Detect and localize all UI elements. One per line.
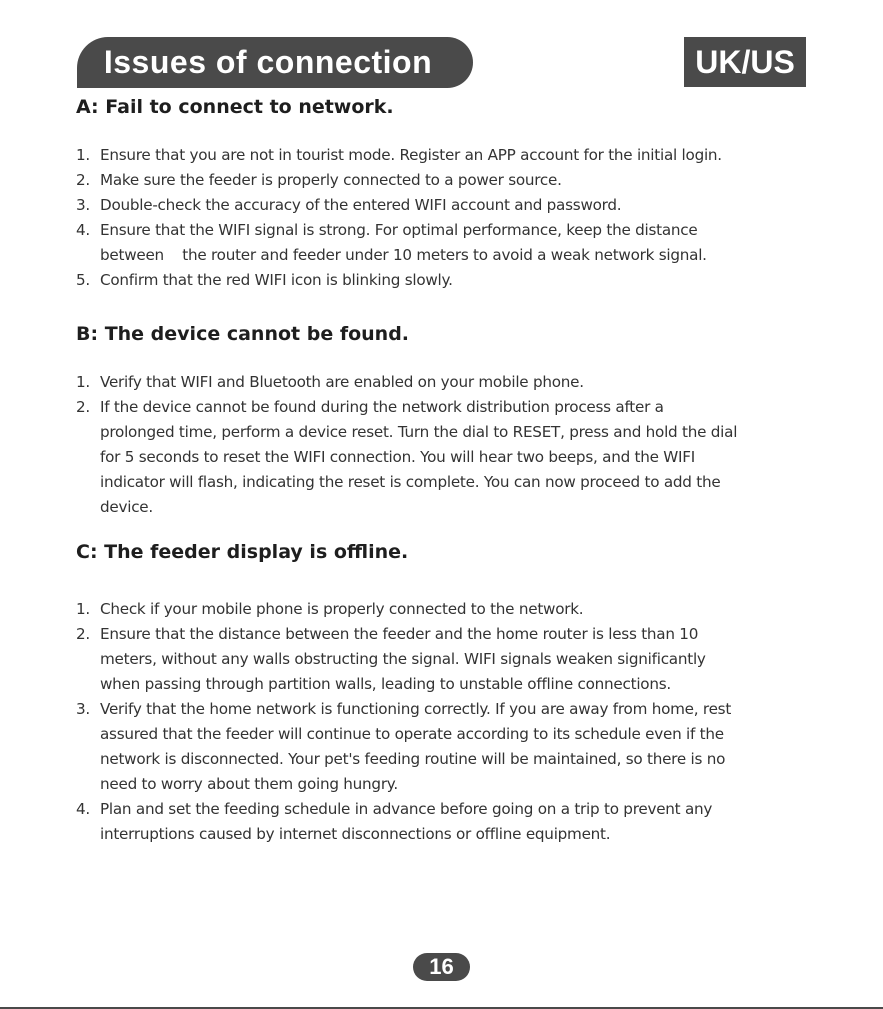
item-text: Confirm that the red WIFI icon is blinking slowly. [100, 271, 453, 289]
list-item [76, 597, 806, 622]
page-number-badge: 16 [413, 953, 470, 981]
section-a-list [76, 143, 806, 293]
list-item [76, 797, 806, 847]
item-text: assured that the feeder will continue to operate according to its schedule even if the [100, 725, 724, 743]
item-text: between the router and feeder under 10 meters to avoid a weak network signal. [100, 246, 707, 264]
item-number: 5. [76, 271, 90, 289]
item-number: 4. [76, 221, 90, 239]
section-heading-a: A: Fail to connect to network. [76, 96, 394, 118]
item-text: need to worry about them going hungry. [100, 775, 398, 793]
list-item [76, 168, 806, 193]
item-number: 2. [76, 171, 90, 189]
item-text: If the device cannot be found during the network distribution process after a [100, 398, 664, 416]
list-item [76, 218, 806, 268]
list-item [76, 268, 806, 293]
item-text: Plan and set the feeding schedule in advance before going on a trip to prevent any [100, 800, 713, 818]
item-text: interruptions caused by internet disconnections or offline equipment. [100, 825, 611, 843]
item-text: Verify that the home network is functioning correctly. If you are away from home, rest [100, 700, 732, 718]
item-text: prolonged time, perform a device reset. Turn the dial to RESET, press and hold the dial [100, 423, 738, 441]
item-text: Ensure that the WIFI signal is strong. For optimal performance, keep the distance [100, 221, 698, 239]
list-item [76, 395, 806, 520]
item-text: when passing through partition walls, leading to unstable offline connections. [100, 675, 671, 693]
list-item [76, 370, 806, 395]
list-item [76, 143, 806, 168]
region-badge: UK/US [684, 37, 806, 87]
list-item [76, 622, 806, 697]
item-text: Make sure the feeder is properly connected to a power source. [100, 171, 562, 189]
item-number: 3. [76, 700, 90, 718]
item-number: 2. [76, 625, 90, 643]
item-number: 1. [76, 600, 90, 618]
list-item [76, 193, 806, 218]
item-text: device. [100, 498, 153, 516]
item-number: 2. [76, 398, 90, 416]
section-b-list [76, 370, 806, 520]
item-number: 1. [76, 146, 90, 164]
item-number: 1. [76, 373, 90, 391]
item-text: Verify that WIFI and Bluetooth are enabled on your mobile phone. [100, 373, 584, 391]
section-heading-b: B: The device cannot be found. [76, 323, 410, 345]
section-c-list [76, 597, 806, 847]
item-number: 3. [76, 196, 90, 214]
item-number: 4. [76, 800, 90, 818]
item-text: Ensure that you are not in tourist mode. Register an APP account for the initial login. [100, 146, 722, 164]
item-text: Check if your mobile phone is properly connected to the network. [100, 600, 584, 618]
item-text: indicator will flash, indicating the reset is complete. You can now proceed to add the [100, 473, 721, 491]
section-heading-c: C: The feeder display is offline. [76, 541, 409, 563]
item-text: Ensure that the distance between the feeder and the home router is less than 10 [100, 625, 699, 643]
list-item [76, 697, 806, 797]
item-text: for 5 seconds to reset the WIFI connection. You will hear two beeps, and the WIFI [100, 448, 696, 466]
page-title: Issues of connection [77, 37, 473, 88]
item-text: Double-check the accuracy of the entered WIFI account and password. [100, 196, 622, 214]
item-text: meters, without any walls obstructing the signal. WIFI signals weaken significantly [100, 650, 706, 668]
item-text: network is disconnected. Your pet's feeding routine will be maintained, so there is no [100, 750, 726, 768]
